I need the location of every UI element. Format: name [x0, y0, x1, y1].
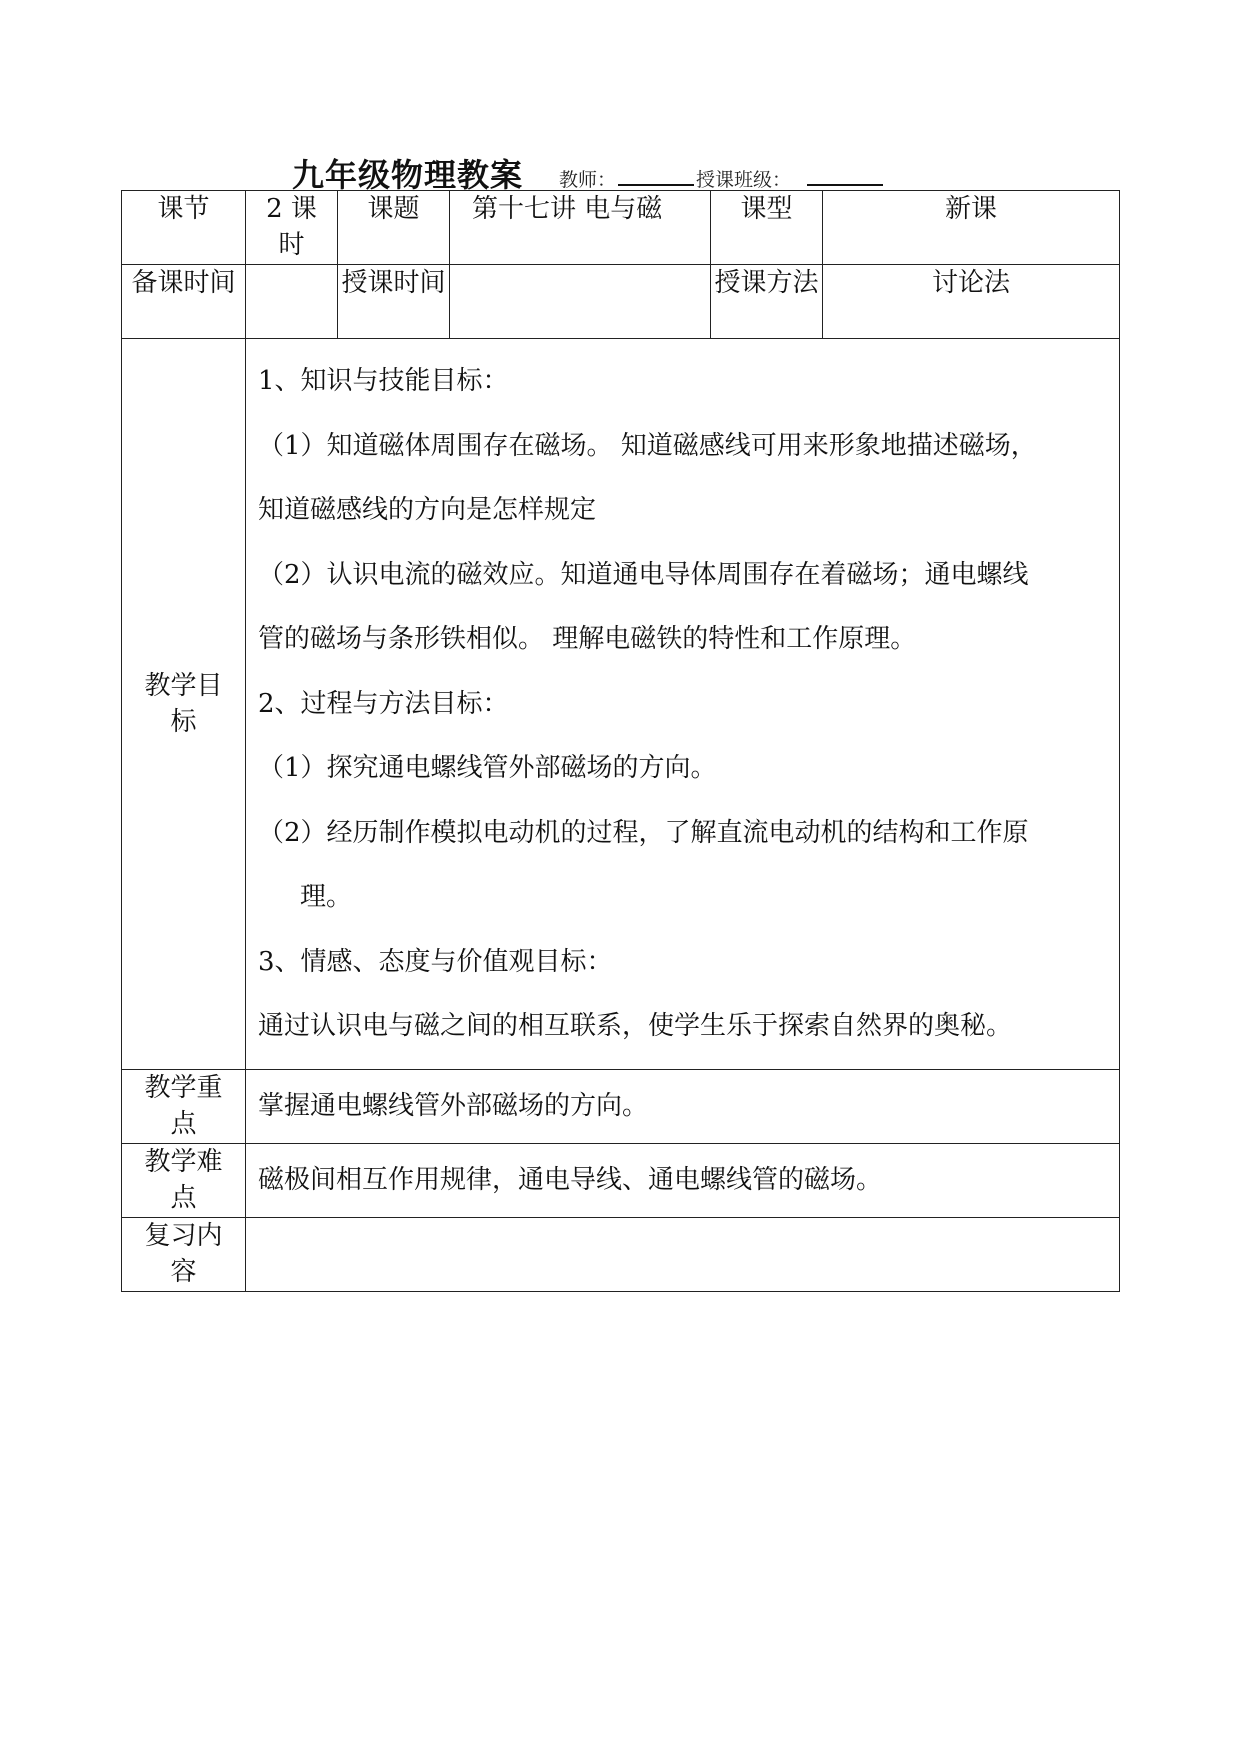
- section-value: [246, 191, 338, 265]
- document-title: 九年级物理教案: [292, 156, 524, 194]
- teacher-blank[interactable]: [618, 182, 694, 186]
- goal-line: 2、过程与方法目标：: [258, 688, 509, 719]
- row-key-points: [122, 1069, 1120, 1143]
- goals-label-text: 教学目标: [144, 670, 223, 737]
- prep-time-label: [122, 265, 246, 339]
- key-points-value: 掌握通电螺线管外部磁场的方向。: [246, 1069, 1120, 1143]
- row-section: [122, 191, 1120, 265]
- class-label: 授课班级：: [696, 169, 792, 191]
- goal-line: 知道磁感线的方向是怎样规定: [258, 495, 597, 525]
- key-points-label-text: 教学重点: [144, 1072, 223, 1139]
- goal-line: 3、情感、态度与价值观目标：: [258, 946, 613, 977]
- review-label-text: 复习内容: [144, 1220, 223, 1287]
- goal-line: （1）探究通电螺线管外部磁场的方向。: [258, 753, 717, 783]
- difficulties-value: 磁极间相互作用规律，通电导线、通电螺线管的磁场。: [246, 1143, 1120, 1217]
- topic-label: 课题: [338, 191, 450, 265]
- section-label: 课节: [122, 191, 246, 265]
- goal-line: （2）经历制作模拟电动机的过程，了解直流电动机的结构和工作原: [258, 817, 1029, 848]
- review-value: [246, 1217, 1120, 1291]
- method-value: 讨论法: [823, 265, 1120, 339]
- prep-time-value: [246, 265, 338, 339]
- topic-value: 第十七讲 电与磁: [450, 191, 711, 265]
- method-label: [711, 265, 823, 339]
- row-goals: [122, 339, 1120, 1070]
- difficulties-label-text: 教学难点: [144, 1146, 223, 1213]
- document-header: [292, 150, 885, 194]
- lesson-plan-table: [121, 190, 1120, 1292]
- teacher-label: 教师：: [559, 169, 617, 191]
- goal-line: 理。: [300, 882, 353, 912]
- goal-line: 管的磁场与条形铁相似。 理解电磁铁的特性和工作原理。: [258, 624, 917, 654]
- goal-line: （1）知道磁体周围存在磁场。 知道磁感线可用来形象地描述磁场，: [258, 430, 1037, 461]
- difficulties-label: [122, 1143, 246, 1217]
- row-review: [122, 1217, 1120, 1291]
- type-value: 新课: [823, 191, 1120, 265]
- key-points-label: [122, 1069, 246, 1143]
- goals-content: [246, 339, 1120, 1070]
- method-label-text: 授课方法: [714, 268, 819, 298]
- type-label: 课型: [711, 191, 823, 265]
- goal-line: （2）认识电流的磁效应。知道通电导体周围存在着磁场；通电螺线: [258, 559, 1029, 590]
- section-value-text: 2 课时: [266, 194, 317, 260]
- class-blank[interactable]: [807, 182, 883, 186]
- goals-label: [122, 339, 246, 1070]
- teach-time-label-text: 授课时间: [341, 268, 446, 298]
- teach-time-label: [338, 265, 450, 339]
- prep-time-label-text: 备课时间: [131, 268, 236, 298]
- goal-line: 通过认识电与磁之间的相互联系，使学生乐于探索自然界的奥秘。: [258, 1011, 1013, 1041]
- row-time: [122, 265, 1120, 339]
- row-difficulties: [122, 1143, 1120, 1217]
- teach-time-value: [450, 265, 711, 339]
- goal-line: 1、知识与技能目标：: [258, 366, 509, 396]
- review-label: [122, 1217, 246, 1291]
